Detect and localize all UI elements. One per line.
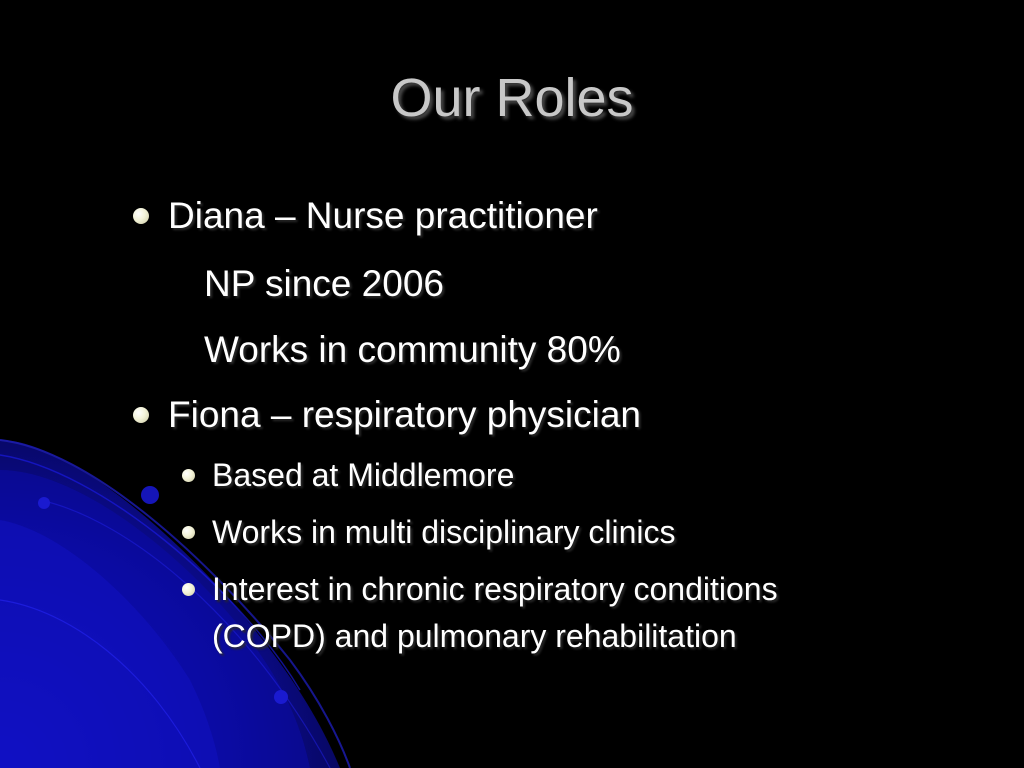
sub-bullet-interest: Interest in chronic respiratory conditions bbox=[212, 571, 778, 607]
bullet-item-diana: Diana – Nurse practitioner bbox=[168, 195, 598, 236]
sub-bullet-dot bbox=[182, 526, 195, 539]
sub-bullet-based-at: Based at Middlemore bbox=[212, 457, 515, 493]
continuation-line-np-since: NP since 2006 bbox=[204, 263, 444, 304]
continuation-line-works-in-community: Works in community 80% bbox=[204, 329, 621, 370]
bullet-dot bbox=[133, 407, 149, 423]
bullet-item-fiona: Fiona – respiratory physician bbox=[168, 394, 641, 435]
sub-bullet-dot bbox=[182, 469, 195, 482]
bullet-dot bbox=[133, 208, 149, 224]
slide-title: Our Roles bbox=[390, 68, 634, 128]
sub-bullet-dot bbox=[182, 583, 195, 596]
sub-bullet-interest-continuation: (COPD) and pulmonary rehabilitation bbox=[212, 618, 737, 654]
sub-bullet-clinics: Works in multi disciplinary clinics bbox=[212, 514, 676, 550]
